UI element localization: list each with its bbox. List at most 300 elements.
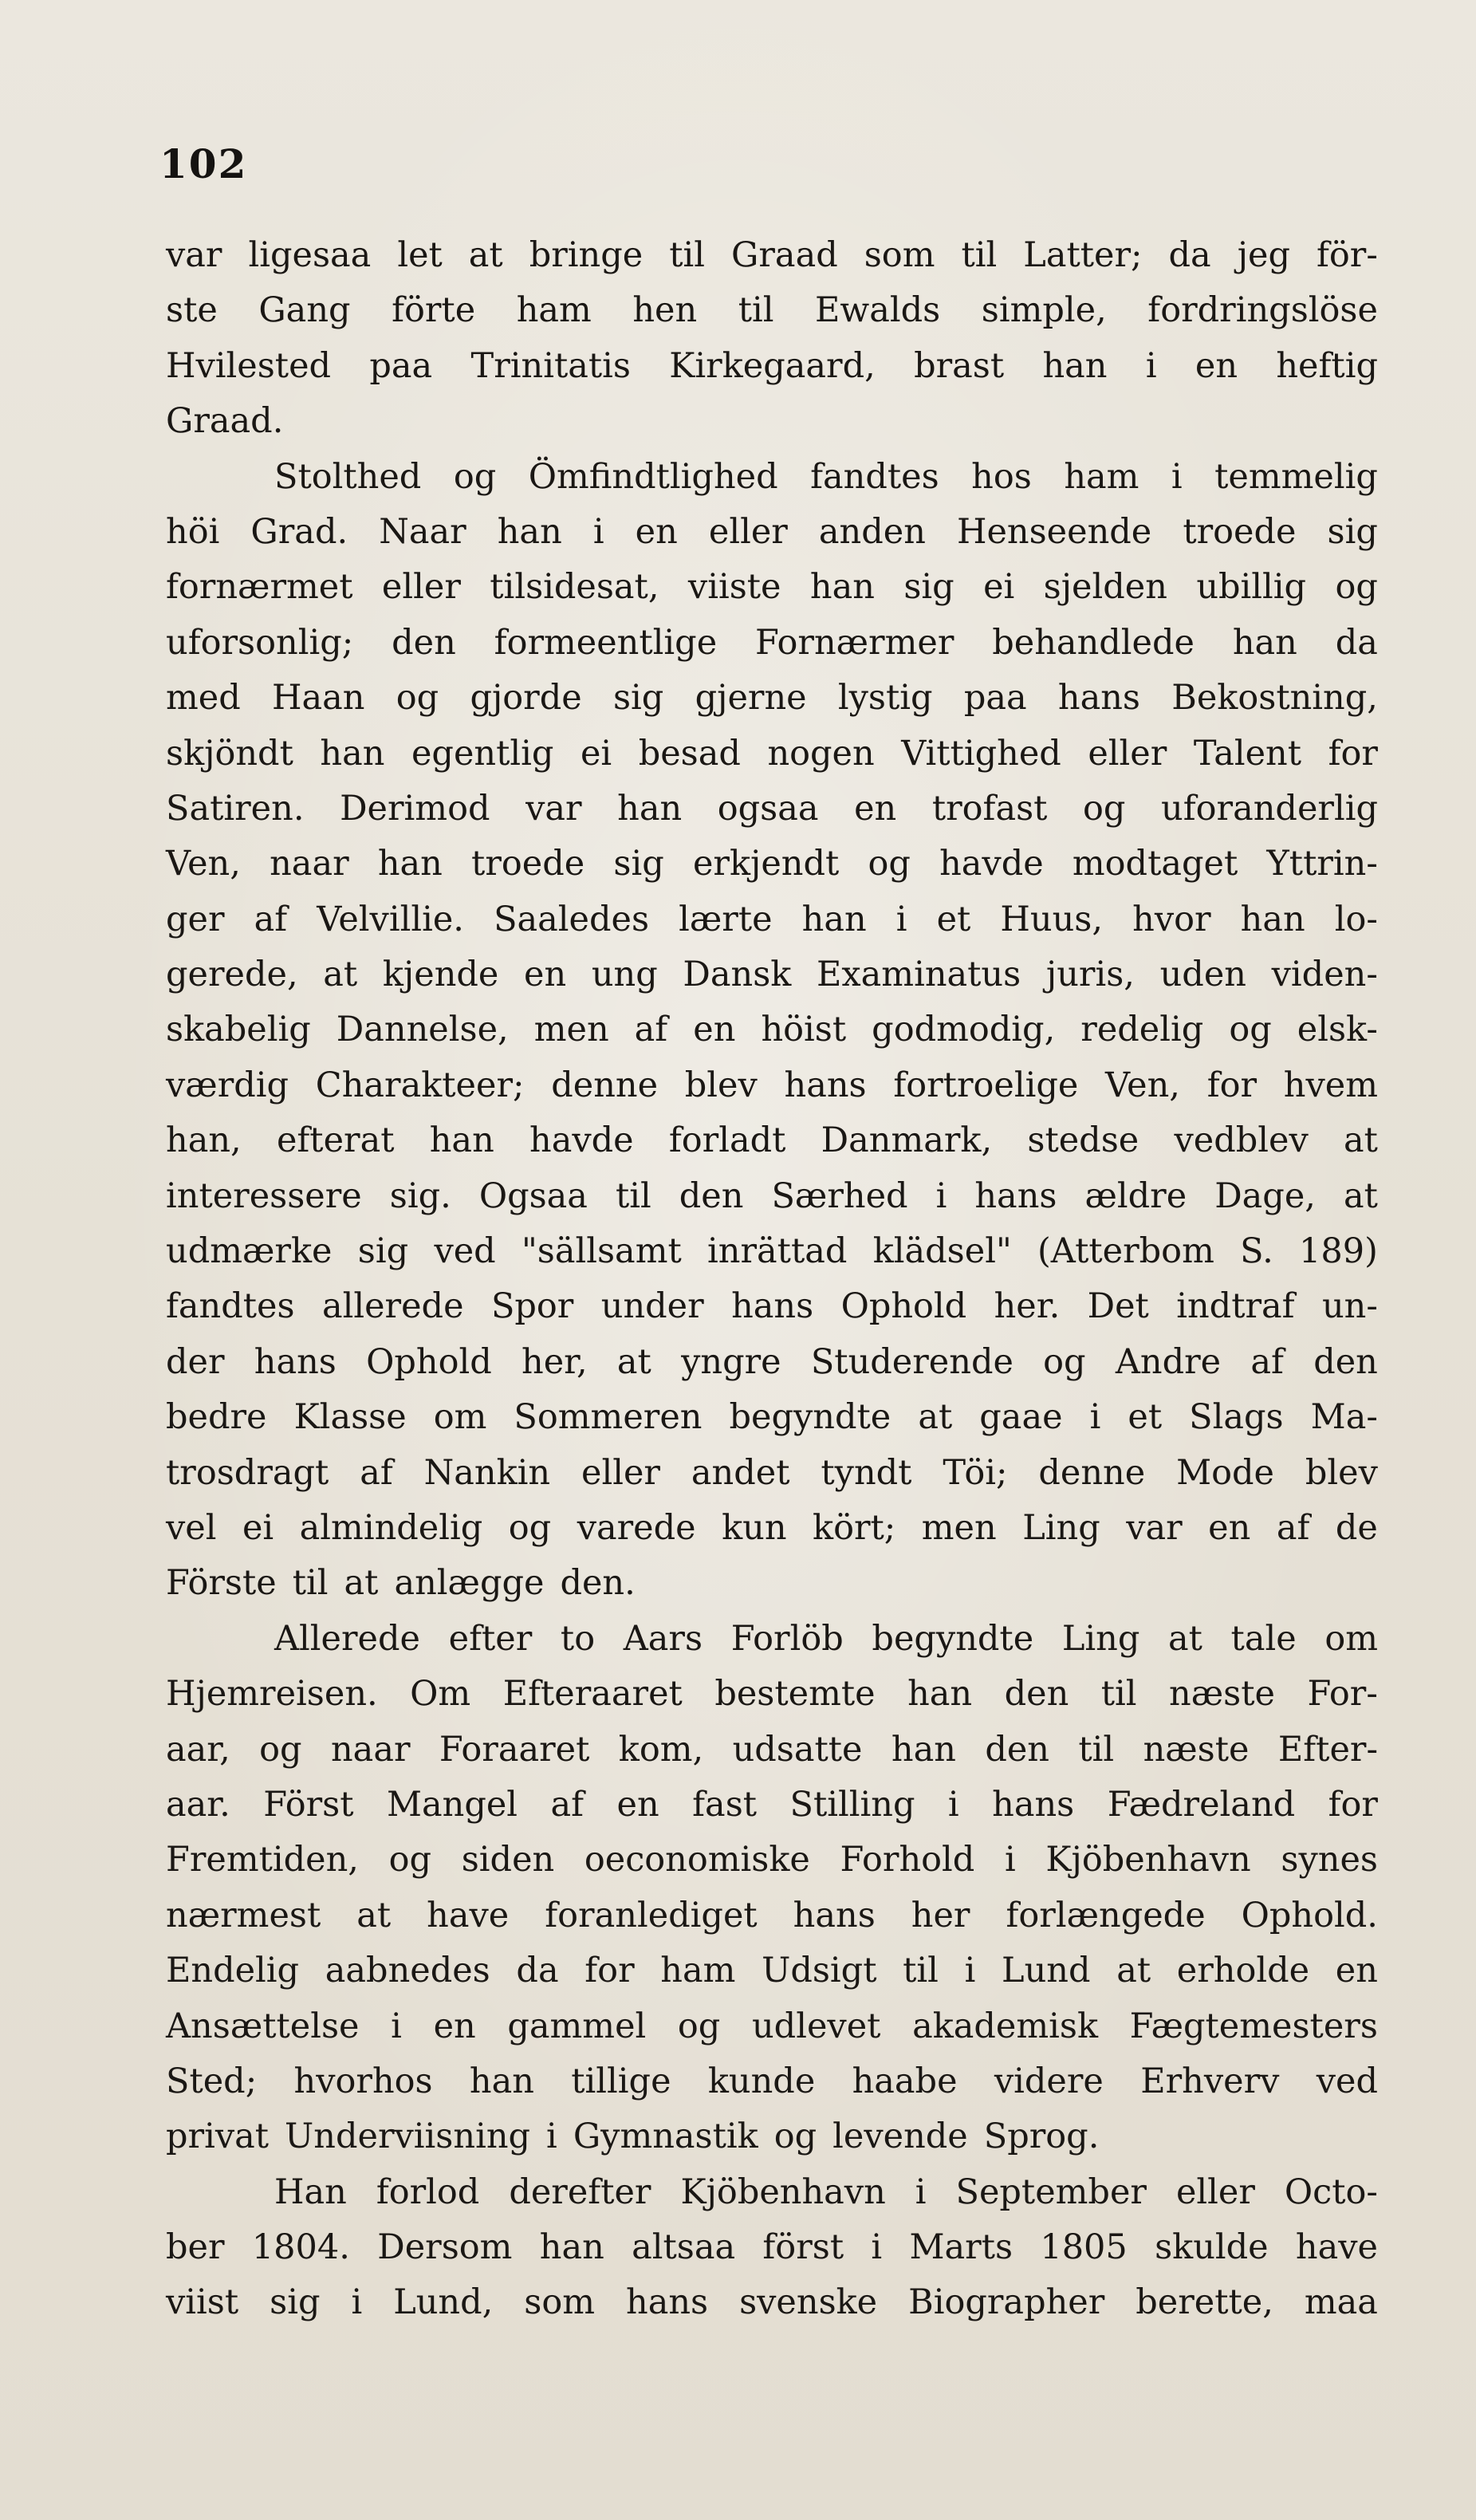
text-line bbox=[166, 560, 1378, 615]
word: Dannelse, bbox=[336, 1010, 509, 1050]
word: Ophold. bbox=[1241, 1895, 1378, 1935]
word: Forlöb bbox=[730, 1618, 844, 1659]
word: trosdragt bbox=[166, 1452, 329, 1493]
text-line bbox=[166, 2109, 1378, 2164]
text-line bbox=[166, 1612, 1378, 1667]
word: for bbox=[1328, 733, 1378, 774]
word: Hjemreisen. bbox=[166, 1674, 378, 1715]
word: bringe bbox=[529, 235, 644, 275]
word: fordringslöse bbox=[1147, 290, 1378, 331]
word: Trinitatis bbox=[470, 345, 631, 386]
word: Dersom bbox=[377, 2227, 513, 2268]
text-line bbox=[166, 837, 1378, 892]
word: eller bbox=[1175, 2172, 1255, 2212]
text-line bbox=[166, 616, 1378, 671]
word: og bbox=[677, 2006, 721, 2046]
word: besad bbox=[638, 733, 741, 774]
word: Fægtemesters bbox=[1129, 2006, 1378, 2046]
word: levende bbox=[832, 2116, 968, 2157]
word: Forhold bbox=[840, 1840, 975, 1880]
word: ældre bbox=[1084, 1175, 1187, 1216]
word: ogsaa bbox=[717, 788, 819, 829]
word: han bbox=[891, 1729, 956, 1770]
word: akademisk bbox=[912, 2006, 1099, 2046]
word: forlængede bbox=[1006, 1895, 1206, 1935]
text-line bbox=[166, 1943, 1378, 1998]
word: og bbox=[1043, 1341, 1086, 1382]
word: Efteraaret bbox=[502, 1674, 683, 1715]
word: paa bbox=[963, 678, 1027, 719]
word: heftig bbox=[1276, 345, 1378, 386]
word: berette, bbox=[1136, 2282, 1273, 2323]
word: un- bbox=[1321, 1286, 1378, 1327]
word: elsk- bbox=[1297, 1010, 1378, 1050]
word: udmærke bbox=[166, 1231, 333, 1272]
text-line bbox=[166, 2275, 1378, 2330]
word: og bbox=[508, 1507, 552, 1548]
page-number: 102 bbox=[159, 140, 248, 187]
word: i bbox=[1089, 1397, 1101, 1438]
word: ei bbox=[983, 567, 1015, 608]
word: lo- bbox=[1334, 899, 1378, 939]
word: hvem bbox=[1283, 1065, 1378, 1105]
word: denne bbox=[551, 1065, 659, 1105]
word: Spor bbox=[490, 1286, 574, 1327]
word: i bbox=[915, 2172, 927, 2212]
word: viist bbox=[166, 2282, 239, 2323]
text-line bbox=[166, 2220, 1378, 2275]
word: havde bbox=[939, 844, 1044, 884]
word: hvorhos bbox=[293, 2061, 433, 2101]
word: og bbox=[773, 2116, 817, 2157]
body-text bbox=[166, 228, 1378, 2331]
word: Graad. bbox=[166, 401, 284, 442]
word: Vittighed bbox=[901, 733, 1061, 774]
word: de bbox=[1335, 1507, 1378, 1548]
word: ham bbox=[1064, 456, 1139, 497]
word: af bbox=[360, 1452, 393, 1493]
word: Marts bbox=[909, 2227, 1014, 2268]
word: han bbox=[469, 2061, 534, 2101]
word: Töi; bbox=[943, 1452, 1008, 1493]
word: synes bbox=[1281, 1840, 1378, 1880]
word: Examinatus bbox=[817, 955, 1021, 995]
text-line bbox=[166, 1058, 1378, 1113]
word: Graad bbox=[731, 235, 838, 275]
word: redelig bbox=[1080, 1010, 1204, 1050]
word: Ven, bbox=[166, 844, 241, 884]
word: sig bbox=[357, 1231, 409, 1272]
word: han bbox=[320, 733, 385, 774]
word: Sommeren bbox=[514, 1397, 703, 1438]
word: af bbox=[550, 1784, 584, 1825]
word: med bbox=[166, 678, 241, 719]
word: da bbox=[516, 1951, 559, 1991]
word: der bbox=[166, 1341, 225, 1382]
word: ber bbox=[166, 2227, 225, 2268]
word: gjerne bbox=[695, 678, 807, 719]
text-line bbox=[166, 1556, 1378, 1611]
word: hvor bbox=[1132, 899, 1211, 939]
word: fandtes bbox=[166, 1286, 295, 1327]
word: Allerede bbox=[274, 1618, 420, 1659]
word: Lund, bbox=[393, 2282, 494, 2323]
word: gerede, bbox=[166, 955, 298, 995]
word: en bbox=[1195, 345, 1238, 386]
word: begyndte bbox=[729, 1397, 892, 1438]
text-line bbox=[166, 671, 1378, 726]
word: i bbox=[1145, 345, 1157, 386]
text-line bbox=[166, 450, 1378, 505]
word: ei bbox=[242, 1507, 274, 1548]
word: Bekostning, bbox=[1171, 678, 1378, 719]
word: et bbox=[1128, 1397, 1163, 1438]
word: för- bbox=[1317, 235, 1378, 275]
word: kun bbox=[722, 1507, 787, 1548]
word: privat bbox=[166, 2116, 270, 2157]
word: til bbox=[292, 1563, 329, 1604]
word: men bbox=[533, 1010, 609, 1050]
word: en bbox=[1208, 1507, 1251, 1548]
word: i bbox=[546, 2116, 557, 2157]
word: modtaget bbox=[1072, 844, 1238, 884]
word: blev bbox=[684, 1065, 758, 1105]
word: eller bbox=[1088, 733, 1167, 774]
word: til bbox=[1100, 1674, 1137, 1715]
word: Gymnastik bbox=[573, 2116, 758, 2157]
word: at bbox=[616, 1341, 651, 1382]
word: paa bbox=[369, 345, 433, 386]
word: videre bbox=[994, 2061, 1104, 2101]
word: "sällsamt bbox=[522, 1231, 682, 1272]
word: hans bbox=[784, 1065, 867, 1105]
word: derefter bbox=[509, 2172, 651, 2212]
word: at bbox=[1343, 1120, 1378, 1161]
word: skabelig bbox=[166, 1010, 311, 1050]
word: tilsidesat, bbox=[490, 567, 659, 608]
word: ubillig bbox=[1196, 567, 1307, 608]
word: siden bbox=[461, 1840, 555, 1880]
word: troede bbox=[1183, 511, 1297, 552]
word: den bbox=[392, 622, 456, 663]
word: andet bbox=[691, 1452, 790, 1493]
word: nærmest bbox=[166, 1895, 321, 1935]
text-line bbox=[166, 726, 1378, 782]
word: Mangel bbox=[386, 1784, 518, 1825]
word: hans bbox=[974, 1175, 1057, 1216]
word: Ansættelse bbox=[166, 2006, 360, 2046]
word: til bbox=[903, 1951, 939, 1991]
word: og bbox=[259, 1729, 302, 1770]
word: Stolthed bbox=[274, 456, 422, 497]
word: han bbox=[497, 511, 562, 552]
word: trofast bbox=[931, 788, 1048, 829]
word: varede bbox=[577, 1507, 696, 1548]
word: gjorde bbox=[470, 678, 582, 719]
word: gaae bbox=[979, 1397, 1063, 1438]
word: Fornærmer bbox=[755, 622, 954, 663]
word: her bbox=[911, 1895, 970, 1935]
word: Underviisning bbox=[285, 2116, 531, 2157]
word: den bbox=[1313, 1341, 1378, 1382]
text-line bbox=[166, 228, 1378, 283]
word: svenske bbox=[739, 2282, 878, 2323]
word: hans bbox=[254, 1341, 337, 1382]
word: September bbox=[955, 2172, 1147, 2212]
word: han bbox=[801, 899, 867, 939]
word: S. bbox=[1240, 1231, 1273, 1272]
word: forladt bbox=[668, 1120, 786, 1161]
word: blev bbox=[1305, 1452, 1378, 1493]
text-line bbox=[166, 283, 1378, 338]
word: sig bbox=[903, 567, 954, 608]
text-line bbox=[166, 1279, 1378, 1334]
word: Andre bbox=[1115, 1341, 1222, 1382]
text-line bbox=[166, 1888, 1378, 1943]
word: sig bbox=[1327, 511, 1378, 552]
word: Grad. bbox=[250, 511, 348, 552]
word: jeg bbox=[1237, 235, 1290, 275]
word: almindelig bbox=[299, 1507, 483, 1548]
word: skjöndt bbox=[166, 733, 293, 774]
word: ei bbox=[580, 733, 612, 774]
word: fortroelige bbox=[893, 1065, 1079, 1105]
word: som bbox=[864, 235, 935, 275]
text-line bbox=[166, 394, 1378, 449]
word: Om bbox=[410, 1674, 471, 1715]
word: Foraaret bbox=[439, 1729, 590, 1770]
text-line bbox=[166, 1833, 1378, 1888]
word: at bbox=[344, 1563, 379, 1604]
word: at bbox=[356, 1895, 392, 1935]
word: Sprog. bbox=[983, 2116, 1100, 2157]
word: oeconomiske bbox=[584, 1840, 810, 1880]
word: eller bbox=[381, 567, 461, 608]
word: Derimod bbox=[340, 788, 490, 829]
word: i bbox=[964, 1951, 976, 1991]
word: ger bbox=[166, 899, 225, 939]
word: i bbox=[592, 511, 604, 552]
text-line bbox=[166, 892, 1378, 947]
word: til bbox=[961, 235, 998, 275]
word: For- bbox=[1307, 1674, 1378, 1715]
word: fornærmet bbox=[166, 567, 353, 608]
word: Han bbox=[274, 2172, 347, 2212]
word: udsatte bbox=[732, 1729, 863, 1770]
word: Aars bbox=[623, 1618, 703, 1659]
word: til bbox=[738, 290, 774, 331]
word: her. bbox=[994, 1286, 1061, 1327]
word: Erhverv bbox=[1140, 2061, 1280, 2101]
word: og bbox=[868, 844, 911, 884]
word: da bbox=[1168, 235, 1211, 275]
word: Ma- bbox=[1310, 1397, 1378, 1438]
word: Ewalds bbox=[815, 290, 941, 331]
word: inrättad bbox=[707, 1231, 848, 1272]
word: klädsel" bbox=[872, 1231, 1012, 1272]
word: formeentlige bbox=[494, 622, 718, 663]
word: sig bbox=[613, 844, 664, 884]
word: uforanderlig bbox=[1161, 788, 1378, 829]
word: at bbox=[323, 955, 358, 995]
word: han bbox=[429, 1120, 494, 1161]
word: som bbox=[524, 2282, 596, 2323]
word: og bbox=[1083, 788, 1126, 829]
word: nogen bbox=[767, 733, 875, 774]
word: af bbox=[634, 1010, 668, 1050]
word: han bbox=[1240, 899, 1305, 939]
word: til bbox=[669, 235, 706, 275]
word: bestemte bbox=[714, 1674, 876, 1715]
word: Det bbox=[1087, 1286, 1149, 1327]
word: anlægge bbox=[394, 1563, 545, 1604]
word: Ogsaa bbox=[478, 1175, 588, 1216]
word: en bbox=[616, 1784, 659, 1825]
word: Yttrin- bbox=[1266, 844, 1378, 884]
word: i bbox=[895, 899, 907, 939]
word: kjende bbox=[382, 955, 499, 995]
word: han bbox=[809, 567, 875, 608]
word: troede bbox=[471, 844, 585, 884]
word: Först bbox=[263, 1784, 354, 1825]
word: fandtes bbox=[810, 456, 939, 497]
word: Nankin bbox=[423, 1452, 551, 1493]
word: her, bbox=[522, 1341, 588, 1382]
word: den. bbox=[560, 1563, 636, 1604]
word: under bbox=[600, 1286, 704, 1327]
word: gammel bbox=[507, 2006, 647, 2046]
word: havde bbox=[529, 1120, 634, 1161]
word: have bbox=[427, 1895, 510, 1935]
word: behandlede bbox=[992, 622, 1195, 663]
word: og bbox=[388, 1840, 432, 1880]
word: den bbox=[1004, 1674, 1069, 1715]
word: eller bbox=[708, 511, 788, 552]
word: ligesaa bbox=[248, 235, 372, 275]
word: kunde bbox=[707, 2061, 816, 2101]
word: efterat bbox=[276, 1120, 395, 1161]
word: Kjöbenhavn bbox=[1045, 1840, 1251, 1880]
word: var bbox=[1126, 1507, 1183, 1548]
word: maa bbox=[1304, 2282, 1378, 2323]
word: den bbox=[985, 1729, 1049, 1770]
word: kört; bbox=[813, 1507, 896, 1548]
word: Gang bbox=[258, 290, 351, 331]
word: ved bbox=[434, 1231, 496, 1272]
word: af bbox=[1250, 1341, 1284, 1382]
word: sig bbox=[612, 678, 664, 719]
word: men bbox=[921, 1507, 997, 1548]
word: da bbox=[1335, 622, 1378, 663]
word: Stilling bbox=[789, 1784, 915, 1825]
word: til bbox=[615, 1175, 651, 1216]
word: först bbox=[762, 2227, 844, 2268]
word: let bbox=[397, 235, 443, 275]
word: og bbox=[453, 456, 497, 497]
word: hans bbox=[1057, 678, 1140, 719]
word: Charakteer; bbox=[315, 1065, 525, 1105]
word: Velvillie. bbox=[317, 899, 464, 939]
word: erholde bbox=[1176, 1951, 1310, 1991]
word: 1805 bbox=[1040, 2227, 1128, 2268]
word: to bbox=[560, 1618, 596, 1659]
word: hans bbox=[626, 2282, 709, 2323]
text-line bbox=[166, 1113, 1378, 1168]
word: stedse bbox=[1027, 1120, 1139, 1161]
text-line bbox=[166, 782, 1378, 837]
word: naar bbox=[330, 1729, 411, 1770]
word: viden- bbox=[1271, 955, 1378, 995]
word: at bbox=[1116, 1951, 1151, 1991]
word: om bbox=[1324, 1618, 1378, 1659]
word: at bbox=[1167, 1618, 1202, 1659]
word: Naar bbox=[379, 511, 466, 552]
word: aar, bbox=[166, 1729, 230, 1770]
word: yngre bbox=[681, 1341, 781, 1382]
text-line bbox=[166, 1390, 1378, 1445]
word: ham bbox=[516, 290, 592, 331]
word: Hvilested bbox=[166, 345, 332, 386]
word: i bbox=[391, 2006, 402, 2046]
word: Haan bbox=[272, 678, 365, 719]
word: Dansk bbox=[683, 955, 792, 995]
word: Ophold bbox=[366, 1341, 492, 1382]
word: et bbox=[936, 899, 971, 939]
word: Satiren. bbox=[166, 788, 305, 829]
word: Klasse bbox=[293, 1397, 407, 1438]
word: erkjendt bbox=[692, 844, 840, 884]
word: Henseende bbox=[956, 511, 1152, 552]
word: Ven, bbox=[1105, 1065, 1180, 1105]
word: Udsigt bbox=[762, 1951, 877, 1991]
word: aabnedes bbox=[325, 1951, 490, 1991]
word: af bbox=[1276, 1507, 1310, 1548]
word: sjelden bbox=[1043, 567, 1167, 608]
word: tyndt bbox=[821, 1452, 912, 1493]
word: Octo- bbox=[1284, 2172, 1378, 2212]
word: efter bbox=[448, 1618, 533, 1659]
word: foranlediget bbox=[545, 1895, 758, 1935]
text-line bbox=[166, 505, 1378, 560]
word: tale bbox=[1230, 1618, 1297, 1659]
word: vedblev bbox=[1174, 1120, 1309, 1161]
word: altsaa bbox=[632, 2227, 736, 2268]
text-line bbox=[166, 339, 1378, 394]
word: uforsonlig; bbox=[166, 622, 354, 663]
word: Dage, bbox=[1214, 1175, 1316, 1216]
word: at bbox=[918, 1397, 953, 1438]
word: forlod bbox=[376, 2172, 480, 2212]
word: ung bbox=[591, 955, 658, 995]
word: at bbox=[1343, 1175, 1378, 1216]
word: anden bbox=[818, 511, 926, 552]
text-line bbox=[166, 1999, 1378, 2054]
text-line bbox=[166, 2054, 1378, 2109]
word: Lund bbox=[1002, 1951, 1091, 1991]
text-line bbox=[166, 1169, 1378, 1224]
word: Fædreland bbox=[1107, 1784, 1296, 1825]
word: Mode bbox=[1176, 1452, 1274, 1493]
word: Ömfindtlighed bbox=[528, 456, 778, 497]
word: vel bbox=[166, 1507, 217, 1548]
word: udlevet bbox=[751, 2006, 881, 2046]
word: en bbox=[854, 788, 897, 829]
word: denne bbox=[1038, 1452, 1146, 1493]
word: fast bbox=[692, 1784, 758, 1825]
word: i bbox=[1171, 456, 1183, 497]
text-line bbox=[166, 1667, 1378, 1722]
word: Særhed bbox=[771, 1175, 908, 1216]
